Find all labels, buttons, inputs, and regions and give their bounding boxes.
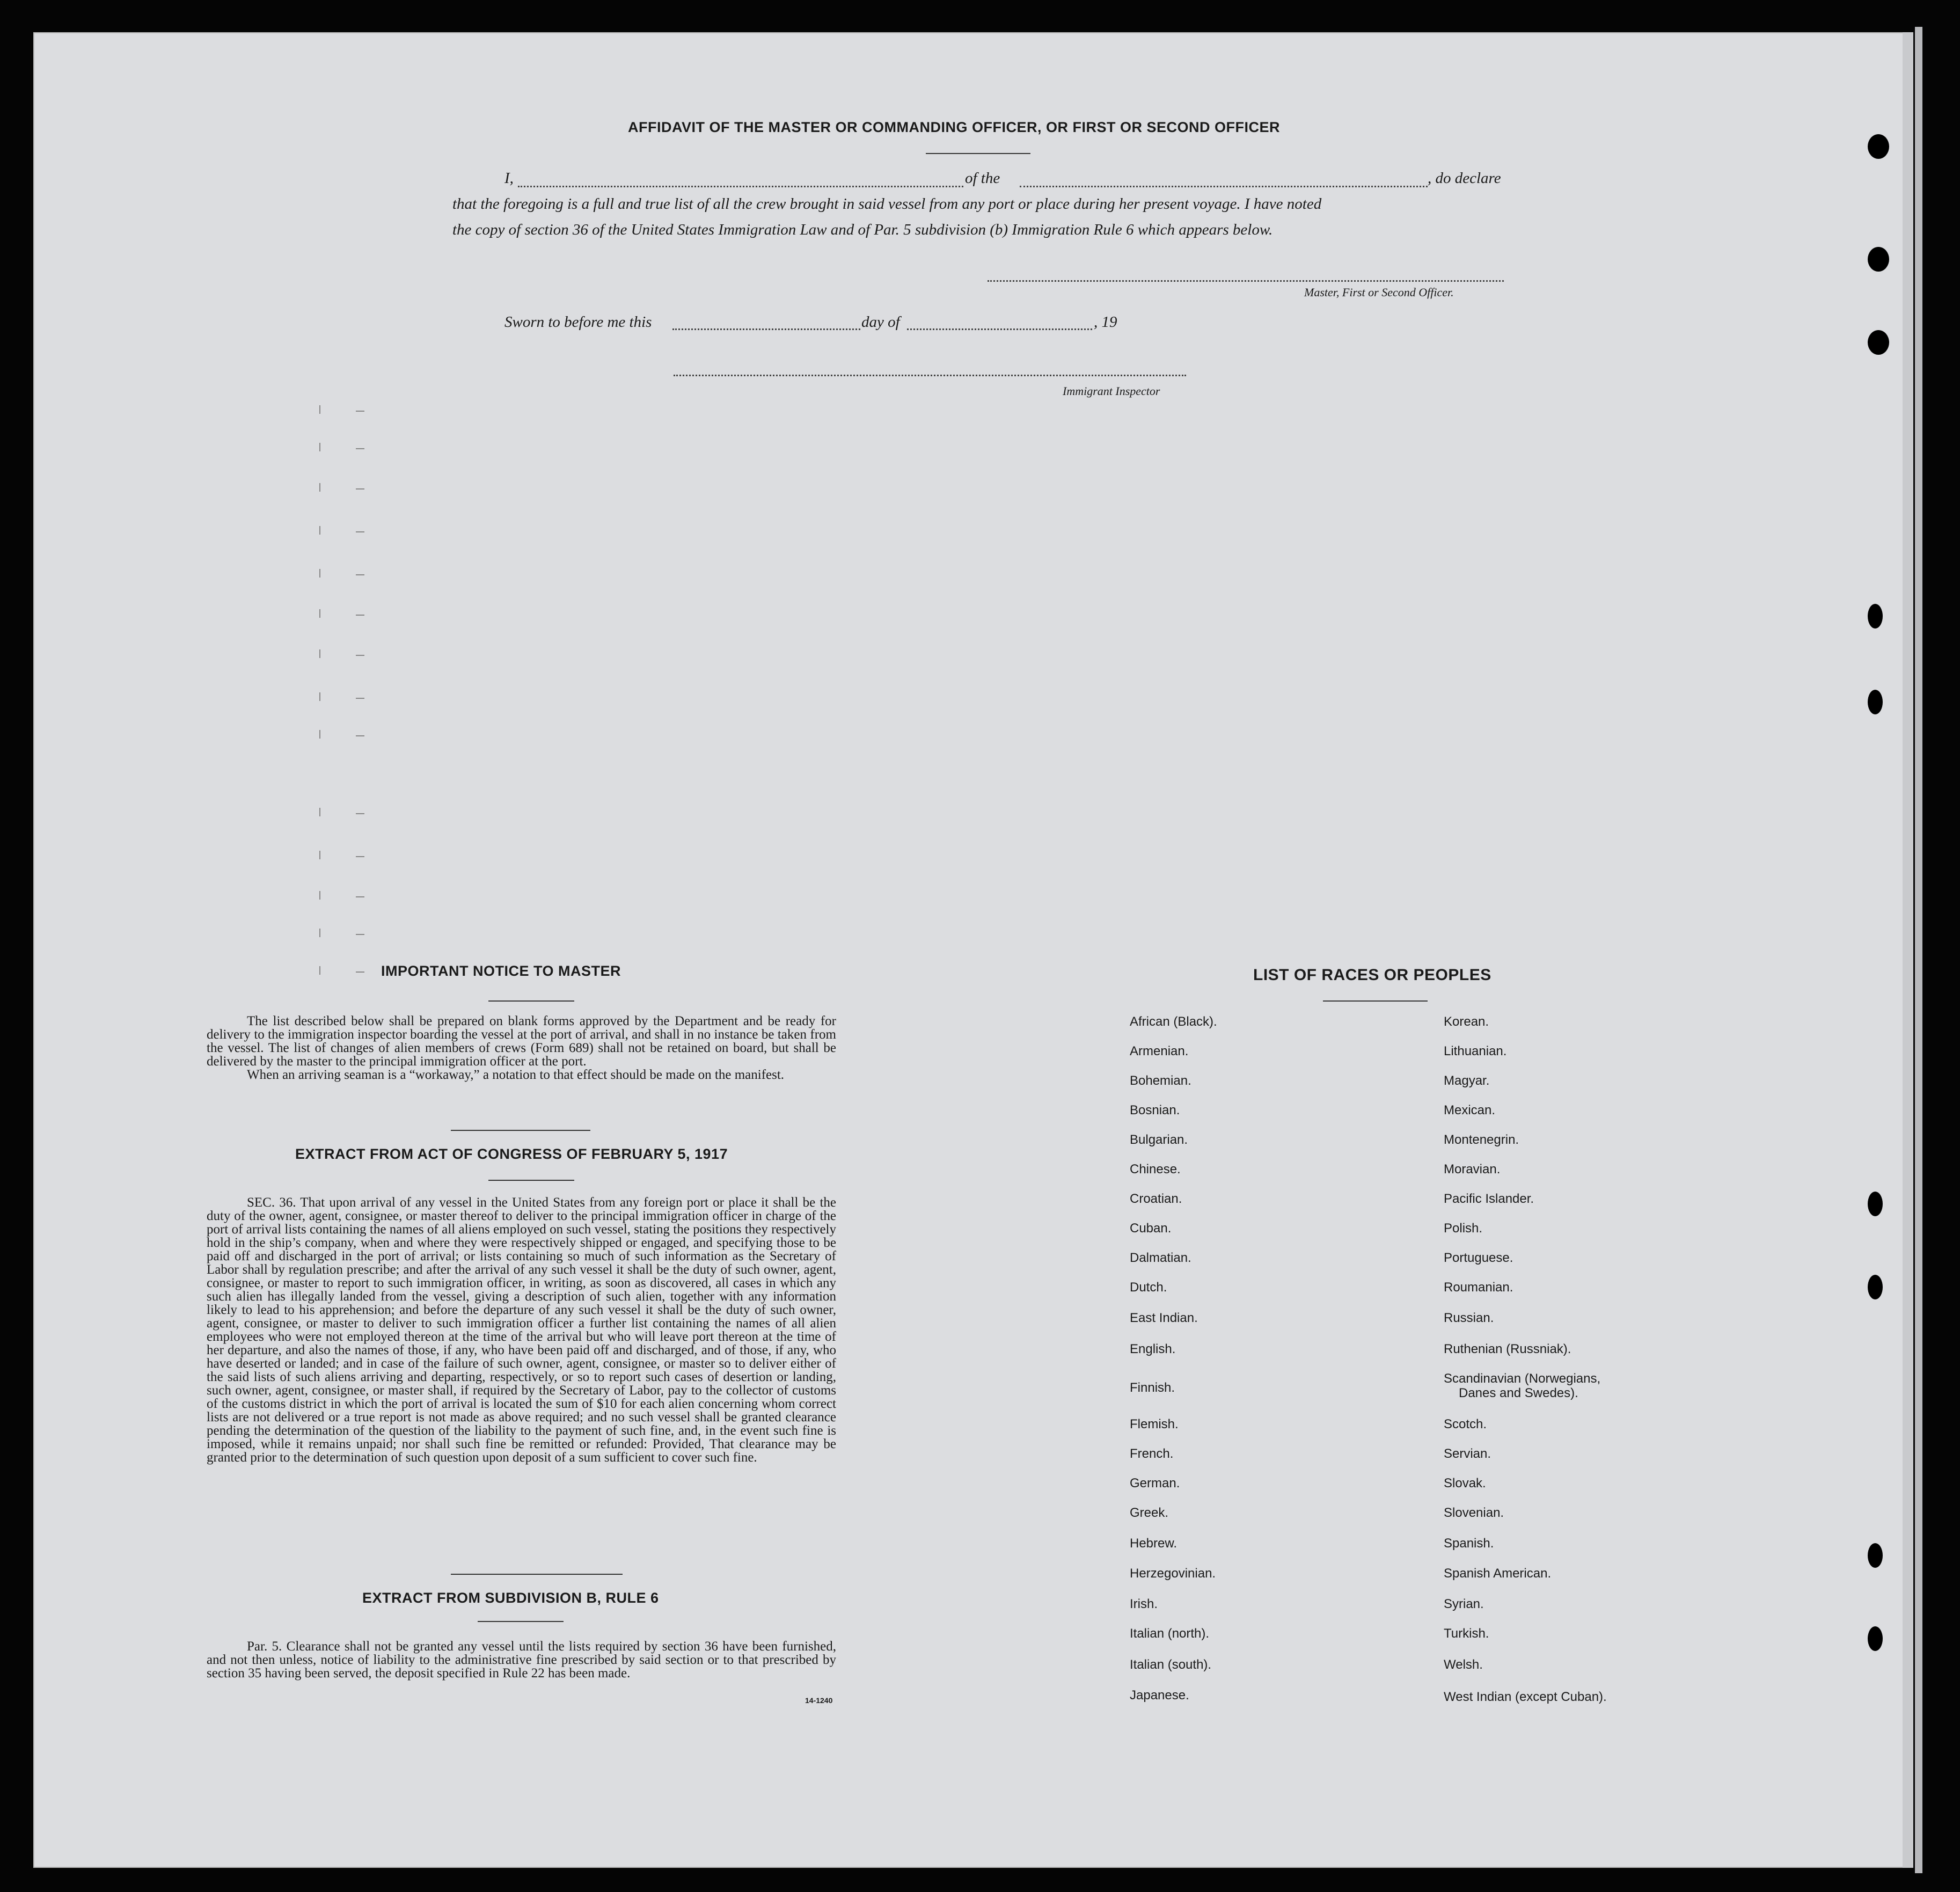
binder-hole — [1868, 604, 1883, 629]
margin-dash — [356, 655, 364, 656]
section-rule — [451, 1574, 623, 1575]
race-item: Greek. — [1130, 1506, 1169, 1520]
margin-dash — [356, 934, 364, 935]
notice-paragraph-1: The list described below shall be prepared on blank forms approved by the Department and be ready for delivery to the immigration inspector boarding the vessel at the port of arrival, and shall in no instance be taken from the vessel. The list of changes of alien members of crews (Form 689) shall not be retained on board, but shall be delivered by the master to the principal immigration officer at the port. — [207, 1014, 836, 1069]
margin-dash — [356, 856, 364, 857]
vessel-field[interactable] — [1020, 186, 1428, 187]
notice-title: IMPORTANT NOTICE TO MASTER — [381, 963, 621, 979]
race-item: Slovak. — [1444, 1476, 1486, 1491]
affidavit-line-2: that the foregoing is a full and true list of all the crew brought in said vessel from any port or place during her present voyage. I have noted — [452, 195, 1322, 213]
binder-hole — [1868, 1275, 1883, 1299]
margin-tick — [319, 649, 320, 658]
affidavit-i-label: I, — [504, 170, 514, 187]
margin-tick — [319, 929, 320, 937]
affidavit-title: AFFIDAVIT OF THE MASTER OR COMMANDING OFFICER, OR FIRST OR SECOND OFFICER — [628, 119, 1280, 135]
race-item: Roumanian. — [1444, 1280, 1513, 1295]
race-item: German. — [1130, 1476, 1180, 1491]
margin-tick — [319, 966, 320, 975]
race-item: Italian (south). — [1130, 1657, 1212, 1672]
margin-dash — [356, 574, 364, 575]
binder-hole — [1868, 690, 1883, 714]
form-number: 14-1240 — [805, 1696, 833, 1705]
margin-dash — [356, 698, 364, 699]
form-page — [33, 32, 1912, 1868]
race-item: Russian. — [1444, 1311, 1494, 1325]
margin-tick — [319, 569, 320, 578]
margin-dash — [356, 813, 364, 814]
margin-tick — [319, 808, 320, 816]
race-item: Flemish. — [1130, 1417, 1179, 1431]
notice-paragraph-2: When an arriving seaman is a “workaway,” a notation to that effect should be made on the manifest. — [247, 1068, 785, 1082]
race-item: Finnish. — [1130, 1380, 1175, 1395]
extract-act-body — [207, 1196, 836, 1464]
race-item: Scotch. — [1444, 1417, 1487, 1431]
inspector-label: Immigrant Inspector — [1063, 384, 1160, 398]
race-item: Italian (north). — [1130, 1626, 1210, 1641]
of-the-label: of the — [965, 170, 1000, 187]
race-item: English. — [1130, 1342, 1176, 1356]
race-item: Danes and Swedes). — [1459, 1386, 1578, 1400]
binder-hole — [1868, 247, 1889, 272]
race-item: Spanish American. — [1444, 1566, 1552, 1581]
race-item: African (Black). — [1130, 1014, 1217, 1029]
page-edge — [1903, 32, 1913, 1868]
race-item: Servian. — [1444, 1447, 1491, 1461]
margin-tick — [319, 483, 320, 492]
margin-dash — [356, 411, 364, 412]
margin-tick — [319, 609, 320, 618]
title-rule — [926, 153, 1030, 154]
race-item: Irish. — [1130, 1597, 1158, 1611]
margin-tick — [319, 443, 320, 451]
day-field[interactable] — [672, 328, 860, 330]
race-item: French. — [1130, 1447, 1174, 1461]
margin-dash — [356, 488, 364, 490]
binder-hole — [1868, 1192, 1883, 1216]
affidavit-line-3: the copy of section 36 of the United States Immigration Law and of Par. 5 subdivision (b) Immigration Rule 6 which appears below. — [452, 221, 1273, 238]
race-item: Chinese. — [1130, 1162, 1181, 1177]
race-item: Ruthenian (Russniak). — [1444, 1342, 1571, 1356]
name-field[interactable] — [518, 186, 963, 187]
race-item: Scandinavian (Norwegians, — [1444, 1371, 1601, 1386]
extract-rule-title: EXTRACT FROM SUBDIVISION B, RULE 6 — [362, 1590, 659, 1606]
binder-hole — [1868, 1543, 1883, 1568]
race-item: Spanish. — [1444, 1536, 1494, 1551]
page-edge-back — [1915, 27, 1922, 1873]
notice-rule — [488, 1000, 574, 1002]
section-rule — [451, 1130, 590, 1131]
extract-act-title: EXTRACT FROM ACT OF CONGRESS OF FEBRUARY 5, 1917 — [295, 1146, 728, 1162]
race-item: Dutch. — [1130, 1280, 1167, 1295]
notice-body — [207, 1014, 836, 1082]
margin-tick — [319, 526, 320, 535]
race-item: Pacific Islander. — [1444, 1192, 1534, 1206]
races-rule — [1323, 1000, 1428, 1002]
race-item: Cuban. — [1130, 1221, 1172, 1236]
margin-tick — [319, 891, 320, 900]
margin-dash — [356, 448, 364, 449]
section-36-text: SEC. 36. That upon arrival of any vessel in the United States from any foreign port or place it shall be the duty of the owner, agent, consignee, or master thereof to deliver to the principal immigration officer in charge of the port of arrival lists containing the names of all aliens employed on such vessel, stating the positions they respectively hold in the ship’s company, when and where they were respectively shipped or engaged, and specifying those to be paid off and discharged in the port of arrival; or lists containing so much of such information as the Secretary of Labor shall by regulation prescribe; and after the arrival of any such vessel it shall be the duty of such owner, agent, consignee, or master to report to such immigration officer, in writing, as soon as discovered, all cases in which any such alien has illegally landed from the vessel, giving a description of such alien, together with any information likely to lead to his apprehension; and before the departure of any such vessel it shall be the duty of such owner, agent, consignee, or master to deliver to such immigration officer a further list containing the names of all alien employees who were not employed thereon at the time of the arrival but who will leave port thereon at the time of her departure, and also the names of those, if any, who have been paid off and discharged, and of those, if any, who have deserted or landed; and in case of the failure of such owner, agent, consignee, or master so to deliver either of the said lists of such aliens arriving and departing, respectively, or so to report such cases of desertion or landing, such owner, agent, consignee, or master shall, if required by the Secretary of Labor, pay to the collector of customs of the customs district in which the port of arrival is located the sum of $10 for each alien concerning whom correct lists are not delivered or a true report is not made as above required; and no such vessel shall be granted clearance pending the determination of the question of the liability to the payment of such fine, and, in the event such fine is imposed, while it remains unpaid; nor shall such fine be remitted or refunded: Provided, That clearance may be granted prior to the determination of such question upon deposit of a sum sufficient to cover such fine. — [207, 1195, 836, 1465]
binder-hole — [1868, 134, 1889, 159]
race-item: Magyar. — [1444, 1073, 1490, 1088]
extract-rule-rule — [478, 1621, 564, 1622]
binder-hole — [1868, 330, 1889, 355]
race-item: East Indian. — [1130, 1311, 1198, 1325]
race-item: Armenian. — [1130, 1044, 1189, 1058]
race-item: Polish. — [1444, 1221, 1483, 1236]
extract-rule-body — [207, 1640, 836, 1680]
race-item: Croatian. — [1130, 1192, 1182, 1206]
race-item: Slovenian. — [1444, 1506, 1504, 1520]
race-item: Bohemian. — [1130, 1073, 1191, 1088]
rule-6-text: Par. 5. Clearance shall not be granted any vessel until the lists required by section 36 have been furnished, and not then unless, notice of liability to the administrative fine prescribed by said section or to that prescribed by section 35 having been served, the deposit specified in Rule 22 has been made. — [207, 1639, 836, 1681]
day-of-label: day of — [861, 313, 900, 331]
race-item: Syrian. — [1444, 1597, 1484, 1611]
race-item: Korean. — [1444, 1014, 1489, 1029]
margin-dash — [356, 531, 364, 532]
extract-act-rule — [488, 1180, 574, 1181]
margin-dash — [356, 896, 364, 897]
race-item: Dalmatian. — [1130, 1251, 1191, 1265]
races-title: LIST OF RACES OR PEOPLES — [1253, 966, 1491, 984]
race-item: West Indian (except Cuban). — [1444, 1690, 1607, 1704]
race-item: Bulgarian. — [1130, 1133, 1188, 1147]
do-declare-label: , do declare — [1428, 170, 1501, 187]
race-item: Bosnian. — [1130, 1103, 1180, 1117]
margin-tick — [319, 692, 320, 701]
race-item: Moravian. — [1444, 1162, 1501, 1177]
race-item: Mexican. — [1444, 1103, 1496, 1117]
race-item: Herzegovinian. — [1130, 1566, 1216, 1581]
margin-tick — [319, 730, 320, 739]
race-item: Welsh. — [1444, 1657, 1483, 1672]
signature-field[interactable] — [988, 280, 1504, 282]
margin-tick — [319, 851, 320, 859]
race-item: Portuguese. — [1444, 1251, 1513, 1265]
margin-dash — [356, 735, 364, 736]
race-item: Japanese. — [1130, 1688, 1189, 1703]
margin-dash — [356, 615, 364, 616]
signature-label: Master, First or Second Officer. — [1304, 286, 1454, 299]
sworn-label: Sworn to before me this — [504, 313, 652, 331]
margin-dash — [356, 971, 364, 973]
binder-hole — [1868, 1626, 1883, 1651]
month-field[interactable] — [907, 328, 1092, 330]
race-item: Hebrew. — [1130, 1536, 1178, 1551]
race-item: Montenegrin. — [1444, 1133, 1519, 1147]
year-label: , 19 — [1094, 313, 1117, 331]
race-item: Lithuanian. — [1444, 1044, 1507, 1058]
margin-tick — [319, 405, 320, 414]
inspector-signature-field[interactable] — [674, 375, 1186, 376]
race-item: Turkish. — [1444, 1626, 1489, 1641]
